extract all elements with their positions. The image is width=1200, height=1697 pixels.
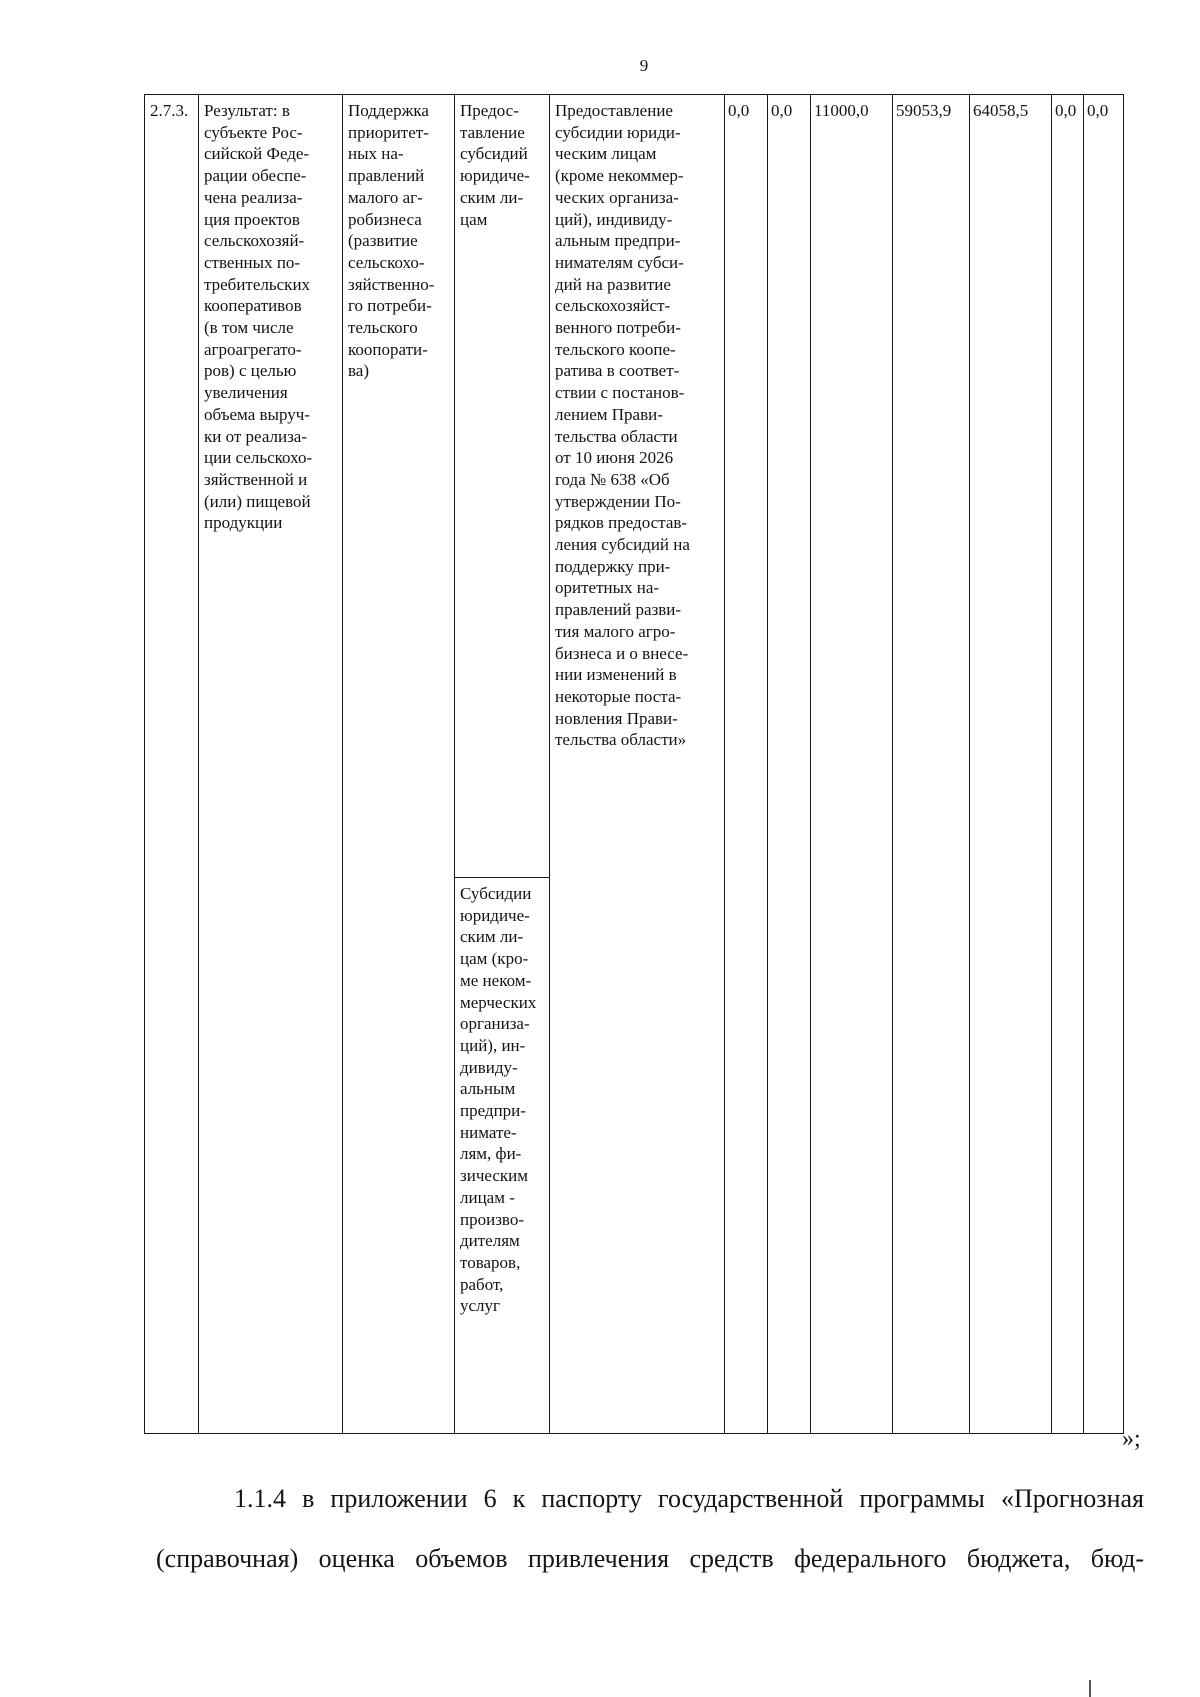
result-cell: Результат: в субъекте Рос- сийской Феде- рации обеспе- чена реализа- ция проектов сельскохозяй- ственных по- требительских кооперативов (в том числе агроагрегато- ров) с целью увеличения объема выруч- ки от реализа- ции сельскохо- зяйственной и (или) пищевой продукции <box>199 95 343 1434</box>
subsidy-recipients-cell: Субсидии юридиче- ским ли- цам (кро- ме неком- мерческих организа- ций), ин- дивиду- альным предпри- нимате- лям, фи- зическим лицам - произво- дителям товаров, работ, услуг <box>455 878 550 1434</box>
value-cell: 59053,9 <box>893 95 970 1434</box>
paragraph-line: 1.1.4 в приложении 6 к паспорту государственной программы «Прогнозная <box>234 1484 1144 1513</box>
subsidy-type-cell: Предос- тавление субсидий юридиче- ским ли- цам <box>455 95 550 878</box>
scan-mark <box>1089 1680 1091 1697</box>
value-cell: 11000,0 <box>811 95 893 1434</box>
value-cell: 0,0 <box>1084 95 1124 1434</box>
value-cell: 0,0 <box>768 95 811 1434</box>
value-cell: 64058,5 <box>970 95 1052 1434</box>
program-table <box>144 94 1124 1434</box>
description-cell: Предоставление субсидии юриди- ческим лицам (кроме некоммер- ческих организа- ций), индивиду- альным предпри- нимателям субси- дий на развитие сельскохозяйст- венного потреби- тельского коопе- ратива в соответ- ствии с постанов- лением Прави- тельства области от 10 июня 2026 года № 638 «Об утверждении По- рядков предостав- ления субсидий на поддержку при- оритетных на- правлений разви- тия малого агро- бизнеса и о внесе- нии изменений в некоторые поста- новления Прави- тельства области» <box>550 95 725 1434</box>
row-code-cell: 2.7.3. <box>145 95 199 1434</box>
value-cell: 0,0 <box>1052 95 1084 1434</box>
value-cell: 0,0 <box>725 95 768 1434</box>
support-direction-cell: Поддержка приоритет- ных на- правлений малого аг- робизнеса (развитие сельскохо- зяйственно- го потреби- тельского коопорати- ва) <box>343 95 455 1434</box>
table-row <box>145 95 1124 878</box>
paragraph-line: (справочная) оценка объемов привлечения средств федерального бюджета, бюд- <box>156 1544 1144 1573</box>
page-number: 9 <box>639 56 649 75</box>
closing-quote: »; <box>1122 1426 1141 1452</box>
